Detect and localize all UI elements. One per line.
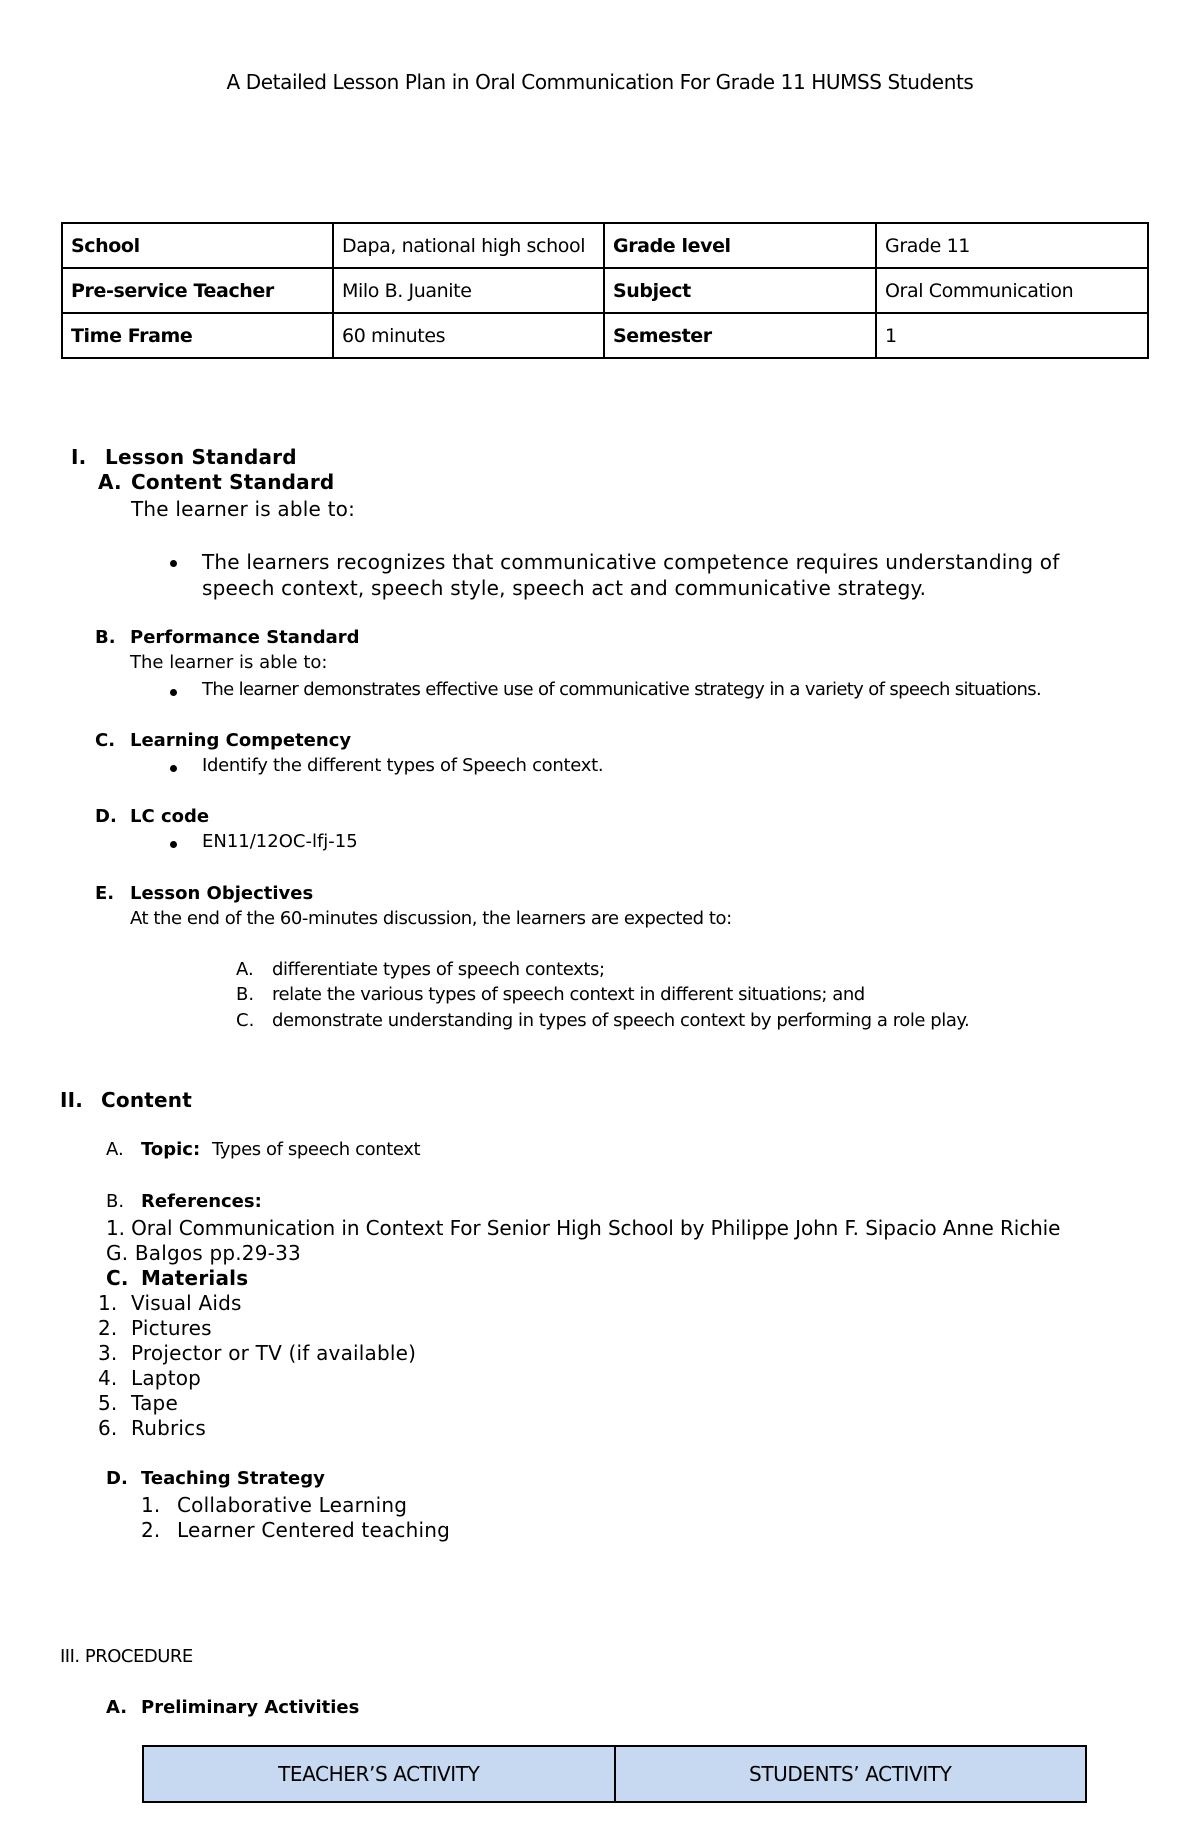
material-number: 3.: [98, 1341, 118, 1365]
grade-level-label: Grade level: [604, 223, 876, 268]
subject-value: Oral Communication: [876, 268, 1148, 313]
materials-label: Materials: [141, 1266, 249, 1290]
section1-number: I.: [71, 445, 87, 469]
material-item: Laptop: [131, 1366, 202, 1390]
table-row: [62, 223, 1148, 268]
learning-competency-letter: C.: [95, 730, 116, 751]
objective-letter-b: B.: [236, 984, 255, 1005]
school-label: School: [62, 223, 333, 268]
preliminary-letter: A.: [106, 1697, 128, 1718]
references-label: References:: [141, 1191, 262, 1212]
material-item: Pictures: [131, 1316, 212, 1340]
material-number: 6.: [98, 1416, 118, 1440]
strategy-item: Learner Centered teaching: [177, 1518, 451, 1542]
performance-standard-intro: The learner is able to:: [130, 652, 328, 673]
content-standard-intro: The learner is able to:: [131, 497, 356, 521]
objective-text-b: relate the various types of speech context in different situations; and: [272, 984, 865, 1005]
learning-competency-bullet: Identify the different types of Speech context.: [202, 755, 604, 776]
grade-level-value: Grade 11: [876, 223, 1148, 268]
strategy-label: Teaching Strategy: [141, 1468, 325, 1489]
students-activity-header: STUDENTS’ ACTIVITY: [615, 1746, 1087, 1802]
topic-letter: A.: [106, 1139, 124, 1160]
bullet-icon: [170, 765, 177, 772]
semester-value: 1: [876, 313, 1148, 358]
school-value: Dapa, national high school: [333, 223, 604, 268]
material-item: Projector or TV (if available): [131, 1341, 417, 1365]
time-frame-label: Time Frame: [62, 313, 333, 358]
performance-standard-bullet: The learner demonstrates effective use of communicative strategy in a variety of speech situations.: [202, 679, 1042, 700]
bullet-icon: [170, 841, 177, 848]
objective-letter-c: C.: [236, 1010, 255, 1031]
reference-line1: 1. Oral Communication in Context For Senior High School by Philippe John F. Sipacio Anne Richie: [106, 1216, 1061, 1240]
lc-code-heading: LC code: [130, 806, 210, 827]
strategy-item: Collaborative Learning: [177, 1493, 408, 1517]
material-number: 5.: [98, 1391, 118, 1415]
learning-competency-heading: Learning Competency: [130, 730, 352, 751]
material-item: Tape: [131, 1391, 178, 1415]
topic-label: Topic:: [141, 1139, 201, 1160]
semester-label: Semester: [604, 313, 876, 358]
lc-code-letter: D.: [95, 806, 117, 827]
materials-letter: C.: [106, 1266, 129, 1290]
references-letter: B.: [106, 1191, 125, 1212]
teacher-label: Pre-service Teacher: [62, 268, 333, 313]
lc-code-bullet: EN11/12OC-lfj-15: [202, 831, 358, 852]
strategy-number: 1.: [141, 1493, 161, 1517]
bullet-icon: [170, 560, 177, 567]
content-standard-bullet-line1: The learners recognizes that communicative competence requires understanding of: [202, 550, 1060, 574]
lesson-objectives-heading: Lesson Objectives: [130, 883, 314, 904]
strategy-letter: D.: [106, 1468, 128, 1489]
content-standard-bullet-line2: speech context, speech style, speech act and communicative strategy.: [202, 576, 927, 600]
material-item: Visual Aids: [131, 1291, 242, 1315]
time-frame-value: 60 minutes: [333, 313, 604, 358]
section1-heading: Lesson Standard: [105, 445, 297, 469]
reference-line2: G. Balgos pp.29-33: [106, 1241, 301, 1265]
section2-number: II.: [60, 1088, 84, 1112]
performance-standard-heading: Performance Standard: [130, 627, 360, 648]
objective-text-a: differentiate types of speech contexts;: [272, 959, 605, 980]
strategy-number: 2.: [141, 1518, 161, 1542]
objective-text-c: demonstrate understanding in types of speech context by performing a role play.: [272, 1010, 970, 1031]
bullet-icon: [170, 689, 177, 696]
table-header-row: [143, 1746, 1086, 1802]
section2-heading: Content: [101, 1088, 192, 1112]
activities-table: [142, 1745, 1087, 1803]
section3-heading: III. PROCEDURE: [60, 1646, 193, 1667]
performance-standard-letter: B.: [95, 627, 116, 648]
teacher-activity-header: TEACHER’S ACTIVITY: [143, 1746, 615, 1802]
material-number: 2.: [98, 1316, 118, 1340]
preliminary-heading: Preliminary Activities: [141, 1697, 360, 1718]
document-title: A Detailed Lesson Plan in Oral Communication For Grade 11 HUMSS Students: [226, 70, 974, 94]
lesson-info-table: [61, 222, 1149, 359]
content-standard-letter: A.: [98, 470, 122, 494]
material-number: 4.: [98, 1366, 118, 1390]
content-standard-heading: Content Standard: [131, 470, 335, 494]
material-item: Rubrics: [131, 1416, 206, 1440]
lesson-objectives-letter: E.: [95, 883, 115, 904]
lesson-objectives-intro: At the end of the 60-minutes discussion, the learners are expected to:: [130, 908, 732, 929]
table-row: [62, 313, 1148, 358]
table-row: [62, 268, 1148, 313]
subject-label: Subject: [604, 268, 876, 313]
objective-letter-a: A.: [236, 959, 254, 980]
topic-value: Types of speech context: [212, 1139, 421, 1160]
material-number: 1.: [98, 1291, 118, 1315]
teacher-value: Milo B. Juanite: [333, 268, 604, 313]
